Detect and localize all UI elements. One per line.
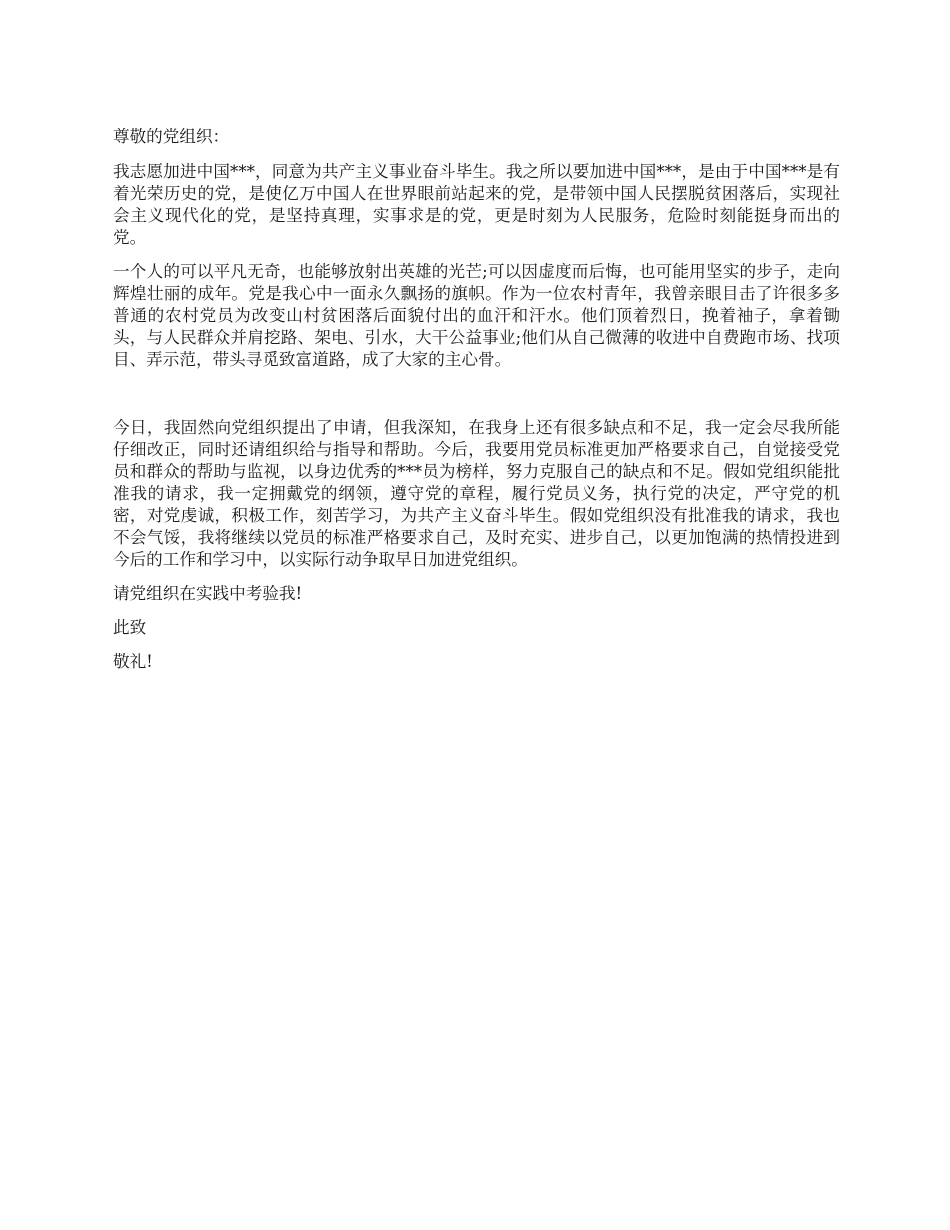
document-page [113,126,840,685]
closing-phrase-2: 敬礼! [113,652,153,671]
closing-request: 请党组织在实践中考验我! [113,584,303,603]
paragraph-gap [113,383,840,417]
closing-phrase-1: 此致 [113,618,147,637]
paragraph-2: 一个人的可以平凡无奇，也能够放射出英雄的光芒;可以因虚度而后悔，也可能用坚实的步子，走向辉煌壮丽的成年。党是我心中一面永久飘扬的旗帜。作为一位农村青年，我曾亲眼目击了许很多多普通的农村党员为改变山村贫困落后面貌付出的血汗和汗水。他们顶着烈日，挽着袖子，拿着锄头，与人民群众并肩挖路、架电、引水，大干公益事业;他们从自己微薄的收进中自费跑市场、找项目、弄示范，带头寻觅致富道路，成了大家的主心骨。 [113,262,840,369]
paragraph-3: 今日，我固然向党组织提出了申请，但我深知，在我身上还有很多缺点和不足，我一定会尽我所能仔细改正，同时还请组织给与指导和帮助。今后，我要用党员标准更加严格要求自己，自觉接受党员和群众的帮助与监视，以身边优秀的***员为榜样，努力克服自己的缺点和不足。假如党组织能批准我的请求，我一定拥戴党的纲领，遵守党的章程，履行党员义务，执行党的决定，严守党的机密，对党虔诚，积极工作，刻苦学习，为共产主义奋斗毕生。假如党组织没有批准我的请求，我也不会气馁，我将继续以党员的标准严格要求自己，及时充实、进步自己，以更加饱满的热情投进到今后的工作和学习中，以实际行动争取早日加进党组织。 [113,418,840,569]
salutation: 尊敬的党组织： [113,127,230,146]
paragraph-1: 我志愿加进中国***，同意为共产主义事业奋斗毕生。我之所以要加进中国***，是由于中国***是有着光荣历史的党，是使亿万中国人在世界眼前站起来的党，是带领中国人民摆脱贫困落后，实现社会主义现代化的党，是坚持真理，实事求是的党，更是时刻为人民服务，危险时刻能挺身而出的党。 [113,162,840,247]
